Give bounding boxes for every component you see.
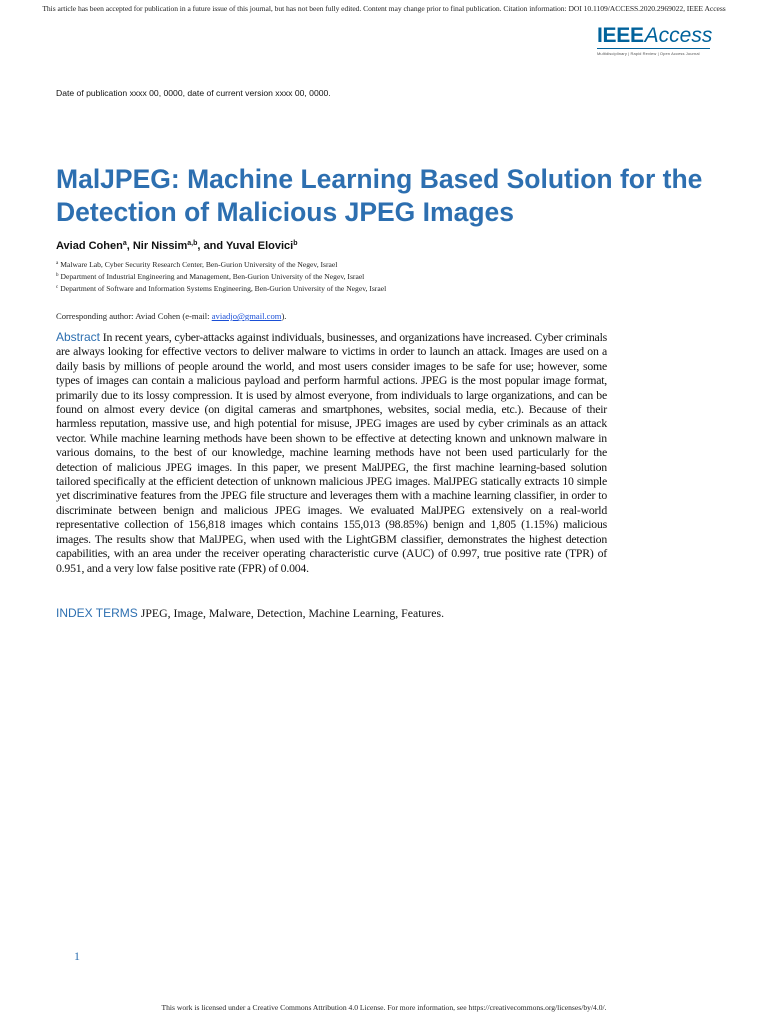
index-terms [56, 606, 616, 621]
logo-product: Access [644, 24, 713, 47]
abstract [56, 330, 607, 575]
author-name: Yuval Elovici [225, 240, 294, 252]
author-affiliation-mark: a,b [187, 240, 198, 247]
author-list [56, 240, 297, 252]
affiliation-text: Department of Software and Information Systems Engineering, Ben-Gurion University of the Negev, Israel [60, 284, 387, 293]
index-terms-label: INDEX TERMS [56, 606, 138, 620]
logo-brand: IEEE [597, 24, 644, 47]
abstract-label: Abstract [56, 330, 101, 344]
index-terms-text: JPEG, Image, Malware, Detection, Machine Learning, Features. [140, 606, 445, 620]
page-number: 1 [74, 949, 80, 963]
license-footer: This work is licensed under a Creative Commons Attribution 4.0 License. For more information, see https://creativecommons.org/licenses/by/4.0/. [161, 1003, 607, 1012]
logo-rule [597, 48, 710, 49]
logo-tagline: Multidisciplinary | Rapid Review | Open Access Journal [597, 51, 700, 56]
author-separator: , and [197, 240, 226, 252]
author-separator: , [126, 240, 133, 252]
affiliation-list [56, 259, 656, 295]
affiliation-item [56, 271, 656, 283]
corresponding-email-link[interactable]: aviadjo@gmail.com [211, 311, 282, 321]
author-name: Aviad Cohen [56, 240, 123, 252]
corresponding-author [56, 311, 286, 321]
corresponding-suffix: ). [281, 311, 287, 321]
affiliation-text: Malware Lab, Cyber Security Research Center, Ben-Gurion University of the Negev, Israel [60, 260, 338, 269]
journal-notice: This article has been accepted for publication in a future issue of this journal, but has not been fully edited. Content may change prior to final publication. Citation information: DOI 10.1109/ACCESS.2020.2969022, IEEE Access [42, 4, 726, 13]
affiliation-item [56, 283, 656, 295]
affiliation-text: Department of Industrial Engineering and Management, Ben-Gurion University of the Negev, Israel [60, 272, 365, 281]
affiliation-mark: a [56, 261, 59, 266]
abstract-text: In recent years, cyber-attacks against individuals, businesses, and organizations have increased. Cyber criminals are always looking for effective vectors to deliver malware to victims in order to launch an attack. Images are used on a daily basis by millions of people around the world, and most users consider images to be safe for use; however, some types of images can contain a malicious payload and perform harmful actions. JPEG is the most popular image format, primarily due to its lossy compression. It is used by almost everyone, from individuals to large organizations, and can be found on almost every device (on digital cameras and smartphones, websites, social media, etc.). Because of their harmless reputation, massive use, and high potential for misuse, JPEG images are used by cyber criminals as an attack vector. While machine learning methods have been shown to be effective at detecting known and unknown malware in various domains, to the best of our knowledge, machine learning methods have not been used particularly for the detection of malicious JPEG images. In this paper, we present MalJPEG, the first machine learning-based solution tailored specifically at the efficient detection of unknown malicious JPEG images. MalJPEG statically extracts 10 simple yet discriminative features from the JPEG file structure and leverages them with a machine learning classifier, in order to discriminate between benign and malicious JPEG images. We evaluated MalJPEG extensively on a real-world representative collection of 156,818 images which contains 155,013 (98.85%) benign and 1,805 (1.15%) malicious images. The results show that MalJPEG, when used with the LightGBM classifier, demonstrates the highest detection capabilities, with an area under the receiver operating characteristic curve (AUC) of 0.997, true positive rate (TPR) of 0.951, and a very low false positive rate (FPR) of 0.004. [56, 330, 607, 575]
corresponding-prefix: Corresponding author: Aviad Cohen (e-mail: [56, 311, 212, 321]
affiliation-mark: b [56, 273, 59, 278]
ieee-access-logo [597, 25, 715, 56]
publication-date: Date of publication xxxx 00, 0000, date of current version xxxx 00, 0000. [56, 88, 331, 98]
affiliation-mark: c [56, 285, 59, 290]
author-affiliation-mark: b [293, 240, 298, 247]
paper-title: MalJPEG: Machine Learning Based Solution for the Detection of Malicious JPEG Images [56, 164, 703, 227]
author-name: Nir Nissim [132, 240, 188, 252]
author-affiliation-mark: a [122, 240, 127, 247]
affiliation-item [56, 259, 656, 271]
